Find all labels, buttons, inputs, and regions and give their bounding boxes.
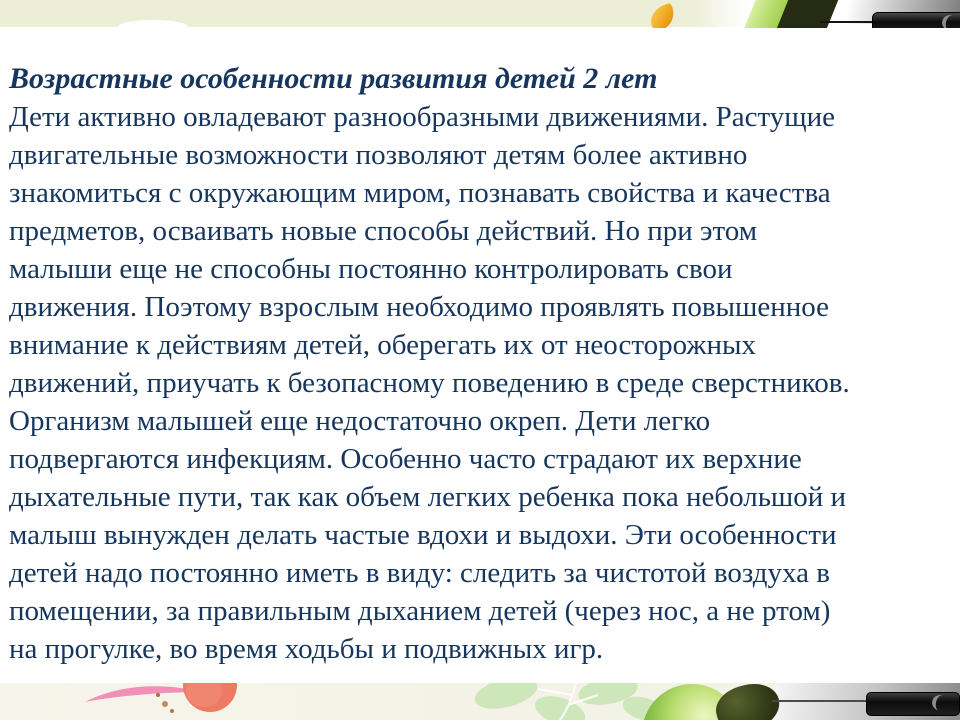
bottom-decorative-band [0,683,960,720]
body-text-line: Дети активно овладевают разнообразными движениями. Растущие [9,101,836,133]
body-text-line: движений, приучать к безопасному поведению в среде сверстников. [9,367,850,399]
top-band-background [0,0,755,27]
horizontal-rule-graphic [820,21,880,23]
body-text-line: Организм малышей еще недостаточно окреп. Дети легко [9,405,711,437]
marker-pen-icon [866,692,960,716]
body-text-line: дыхательные пути, так как объем легких ребенка пока небольшой и [9,481,847,513]
body-text-line: малыш вынужден делать частые вдохи и выдохи. Эти особенности [9,519,837,551]
band-notch-shape [118,20,188,28]
body-text-line: внимание к действиям детей, оберегать их от неосторожных [9,329,756,361]
marker-pen-icon [872,12,960,28]
body-text-line: подвергаются инфекциям. Особенно часто страдают их верхние [9,443,802,475]
body-text-line: знакомиться с окружающим миром, познавать свойства и качества [9,177,831,209]
body-text-line: предметов, осваивать новые способы действий. Но при этом [9,215,758,247]
slide-text-block [9,60,955,668]
marker-highlight [930,693,951,713]
body-text-line: малыши еще не способны постоянно контролировать свои [9,253,733,285]
pink-swoosh-and-coral-blob-graphic [80,683,250,720]
top-decorative-band [0,0,960,28]
body-text-line: помещении, за правильным дыханием детей (через нос, а не ртом) [9,595,831,627]
body-text-line: двигательные возможности позволяют детям более активно [9,139,748,171]
body-text-line: на прогулке, во время ходьбы и подвижных игр. [9,633,604,665]
slide-title: Возрастные особенности развития детей 2 лет [9,62,658,95]
horizontal-rule-graphic [772,700,874,702]
olive-stripe-graphic [777,0,839,28]
marker-highlight [940,13,960,28]
body-text-line: движения. Поэтому взрослым необходимо проявлять повышенное [9,291,829,323]
body-text-line: детей надо постоянно иметь в виду: следить за чистотой воздуха в [9,557,830,589]
